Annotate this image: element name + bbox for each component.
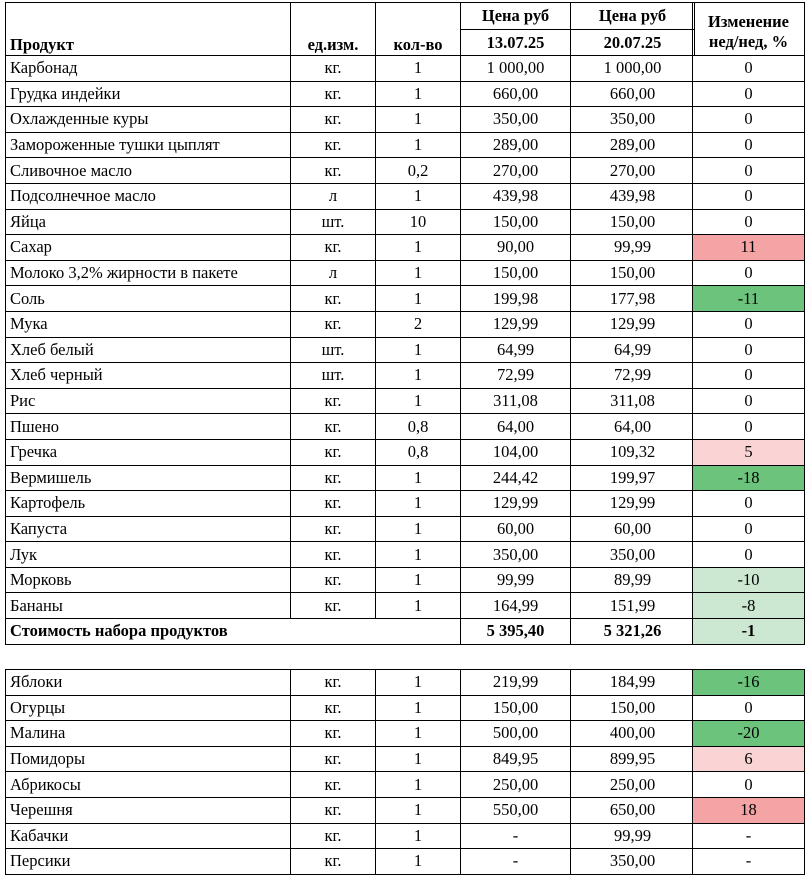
change-cell: 0 — [693, 363, 805, 389]
table-row — [6, 849, 695, 875]
change-row — [693, 542, 805, 568]
table-row — [6, 183, 695, 209]
change-cell: 0 — [693, 107, 805, 133]
change-row — [693, 593, 805, 619]
price-cell-2: 109,32 — [571, 439, 695, 465]
unit-cell: кг. — [291, 107, 376, 133]
price-cell-1: 150,00 — [461, 209, 571, 235]
product-name: Гречка — [6, 439, 291, 465]
total-price-2: 5 321,26 — [571, 619, 695, 645]
change-cell: -8 — [693, 593, 805, 619]
change-row — [693, 337, 805, 363]
price-cell-1: 72,99 — [461, 363, 571, 389]
price-cell-2: 311,08 — [571, 388, 695, 414]
table-row — [6, 414, 695, 440]
product-name: Рис — [6, 388, 291, 414]
product-name: Молоко 3,2% жирности в пакете — [6, 260, 291, 286]
unit-cell: кг. — [291, 670, 376, 696]
price-cell-2: 150,00 — [571, 209, 695, 235]
price-cell-1: 270,00 — [461, 158, 571, 184]
price-cell-1: 219,99 — [461, 670, 571, 696]
unit-cell: кг. — [291, 797, 376, 823]
unit-cell: кг. — [291, 388, 376, 414]
unit-cell: шт. — [291, 209, 376, 235]
unit-cell: кг. — [291, 567, 376, 593]
unit-cell: кг. — [291, 286, 376, 312]
qty-cell: 1 — [376, 107, 461, 133]
product-name: Черешня — [6, 797, 291, 823]
change-cell: 0 — [693, 209, 805, 235]
price-header-2: Цена руб — [571, 3, 695, 30]
qty-cell: 1 — [376, 260, 461, 286]
change-cell: 0 — [693, 260, 805, 286]
product-name: Хлеб черный — [6, 363, 291, 389]
qty-cell: 1 — [376, 721, 461, 747]
product-name: Яйца — [6, 209, 291, 235]
price-cell-2: 89,99 — [571, 567, 695, 593]
change-cell: 0 — [693, 695, 805, 721]
price-cell-1: 60,00 — [461, 516, 571, 542]
qty-cell: 1 — [376, 849, 461, 875]
unit-cell: кг. — [291, 158, 376, 184]
price-cell-1: 350,00 — [461, 542, 571, 568]
unit-cell: кг. — [291, 465, 376, 491]
qty-cell: 0,2 — [376, 158, 461, 184]
price-cell-1: 250,00 — [461, 772, 571, 798]
change-row — [693, 465, 805, 491]
change-row — [693, 567, 805, 593]
change-row — [693, 286, 805, 312]
change-cell: 18 — [693, 797, 805, 823]
qty-cell: 1 — [376, 670, 461, 696]
change-header-line1: Изменение — [708, 12, 789, 31]
price-cell-2: 650,00 — [571, 797, 695, 823]
change-row — [693, 56, 805, 82]
header-date-2: 20.07.25 — [571, 30, 695, 56]
total-price-1: 5 395,40 — [461, 619, 571, 645]
qty-cell: 1 — [376, 337, 461, 363]
price-cell-2: 199,97 — [571, 465, 695, 491]
change-cell: 6 — [693, 746, 805, 772]
qty-cell: 0,8 — [376, 439, 461, 465]
qty-cell: 1 — [376, 772, 461, 798]
price-cell-2: 899,95 — [571, 746, 695, 772]
qty-cell: 10 — [376, 209, 461, 235]
price-cell-1: 150,00 — [461, 695, 571, 721]
price-cell-1: 1 000,00 — [461, 56, 571, 82]
change-row — [693, 695, 805, 721]
price-cell-2: 150,00 — [571, 695, 695, 721]
change-row — [693, 516, 805, 542]
unit-cell: кг. — [291, 542, 376, 568]
change-row — [693, 183, 805, 209]
price-cell-2: 99,99 — [571, 823, 695, 849]
table-row — [6, 491, 695, 517]
qty-cell: 1 — [376, 823, 461, 849]
total-change-cell: -1 — [693, 619, 805, 645]
product-name: Лук — [6, 542, 291, 568]
total-row — [6, 619, 695, 645]
change-cell: 0 — [693, 414, 805, 440]
change-cell: 0 — [693, 158, 805, 184]
price-cell-2: 289,00 — [571, 132, 695, 158]
product-name: Малина — [6, 721, 291, 747]
seasonal-table — [5, 669, 695, 875]
product-name: Помидоры — [6, 746, 291, 772]
price-cell-1: 90,00 — [461, 235, 571, 261]
product-name: Бананы — [6, 593, 291, 619]
qty-cell: 1 — [376, 183, 461, 209]
total-change-row — [693, 619, 805, 645]
qty-cell: 1 — [376, 465, 461, 491]
product-name: Сливочное масло — [6, 158, 291, 184]
unit-cell: кг. — [291, 823, 376, 849]
unit-cell: л — [291, 183, 376, 209]
table-row — [6, 235, 695, 261]
header-date-1: 13.07.25 — [461, 30, 571, 56]
price-cell-2: 350,00 — [571, 849, 695, 875]
qty-cell: 1 — [376, 593, 461, 619]
change-row — [693, 81, 805, 107]
change-row — [693, 107, 805, 133]
header-row-top — [6, 3, 695, 30]
product-name: Сахар — [6, 235, 291, 261]
price-cell-1: 64,00 — [461, 414, 571, 440]
qty-cell: 1 — [376, 746, 461, 772]
table-row — [6, 56, 695, 82]
price-cell-1: 500,00 — [461, 721, 571, 747]
change-cell: -16 — [693, 670, 805, 696]
table-row — [6, 746, 695, 772]
price-cell-2: 177,98 — [571, 286, 695, 312]
change-cell: 0 — [693, 516, 805, 542]
change-row — [693, 235, 805, 261]
unit-cell: л — [291, 260, 376, 286]
product-name: Карбонад — [6, 56, 291, 82]
header-qty: кол-во — [376, 30, 461, 56]
price-cell-2: 439,98 — [571, 183, 695, 209]
product-name: Охлажденные куры — [6, 107, 291, 133]
qty-cell: 1 — [376, 516, 461, 542]
qty-cell: 2 — [376, 311, 461, 337]
unit-cell: кг. — [291, 772, 376, 798]
price-cell-2: 660,00 — [571, 81, 695, 107]
product-name: Огурцы — [6, 695, 291, 721]
change-cell: 5 — [693, 439, 805, 465]
price-cell-1: 350,00 — [461, 107, 571, 133]
change-row — [693, 414, 805, 440]
price-cell-1: 164,99 — [461, 593, 571, 619]
qty-cell: 1 — [376, 695, 461, 721]
unit-cell: кг. — [291, 491, 376, 517]
header-row-bottom — [6, 30, 695, 56]
price-cell-1: 550,00 — [461, 797, 571, 823]
price-cell-2: 129,99 — [571, 491, 695, 517]
product-name: Грудка индейки — [6, 81, 291, 107]
change-row — [693, 491, 805, 517]
price-cell-2: 64,00 — [571, 414, 695, 440]
change-cell: - — [693, 849, 805, 875]
table-row — [6, 695, 695, 721]
price-cell-2: 129,99 — [571, 311, 695, 337]
seasonal-change-table — [692, 669, 805, 875]
change-row — [693, 772, 805, 798]
product-name: Вермишель — [6, 465, 291, 491]
price-cell-2: 400,00 — [571, 721, 695, 747]
table-row — [6, 465, 695, 491]
qty-cell: 1 — [376, 132, 461, 158]
table-row — [6, 823, 695, 849]
qty-cell: 1 — [376, 542, 461, 568]
table-row — [6, 797, 695, 823]
price-cell-2: 1 000,00 — [571, 56, 695, 82]
price-cell-1: 129,99 — [461, 311, 571, 337]
price-cell-1: 849,95 — [461, 746, 571, 772]
header-product: Продукт — [6, 30, 291, 56]
price-cell-1: 660,00 — [461, 81, 571, 107]
unit-cell: кг. — [291, 721, 376, 747]
change-cell: -20 — [693, 721, 805, 747]
change-cell: -11 — [693, 286, 805, 312]
price-cell-1: - — [461, 823, 571, 849]
change-cell: 0 — [693, 132, 805, 158]
product-name: Мука — [6, 311, 291, 337]
change-row — [693, 388, 805, 414]
change-row — [693, 746, 805, 772]
price-cell-2: 184,99 — [571, 670, 695, 696]
table-row — [6, 567, 695, 593]
price-cell-2: 350,00 — [571, 542, 695, 568]
product-name: Замороженные тушки цыплят — [6, 132, 291, 158]
table-row — [6, 132, 695, 158]
change-row — [693, 311, 805, 337]
product-name: Абрикосы — [6, 772, 291, 798]
table-row — [6, 81, 695, 107]
change-cell: -18 — [693, 465, 805, 491]
product-name: Картофель — [6, 491, 291, 517]
qty-cell: 1 — [376, 286, 461, 312]
qty-cell: 1 — [376, 491, 461, 517]
price-cell-2: 99,99 — [571, 235, 695, 261]
change-table — [692, 2, 805, 645]
product-name: Капуста — [6, 516, 291, 542]
price-cell-2: 250,00 — [571, 772, 695, 798]
change-cell: 0 — [693, 56, 805, 82]
product-name: Соль — [6, 286, 291, 312]
table-row — [6, 670, 695, 696]
change-cell: 0 — [693, 183, 805, 209]
change-cell: -10 — [693, 567, 805, 593]
change-cell: 0 — [693, 772, 805, 798]
price-cell-1: 64,99 — [461, 337, 571, 363]
unit-cell: кг. — [291, 311, 376, 337]
table-row — [6, 158, 695, 184]
change-row — [693, 849, 805, 875]
unit-cell: шт. — [291, 363, 376, 389]
table-row — [6, 337, 695, 363]
price-cell-1: 129,99 — [461, 491, 571, 517]
price-table — [5, 2, 695, 645]
table-row — [6, 516, 695, 542]
price-cell-1: - — [461, 849, 571, 875]
unit-cell: кг. — [291, 516, 376, 542]
product-name: Кабачки — [6, 823, 291, 849]
price-cell-1: 104,00 — [461, 439, 571, 465]
unit-cell: кг. — [291, 414, 376, 440]
table-row — [6, 209, 695, 235]
change-cell: 0 — [693, 311, 805, 337]
table-row — [6, 107, 695, 133]
price-cell-2: 60,00 — [571, 516, 695, 542]
total-label: Стоимость набора продуктов — [6, 619, 461, 645]
change-row — [693, 721, 805, 747]
change-cell: 0 — [693, 81, 805, 107]
change-cell: 0 — [693, 388, 805, 414]
table-row — [6, 363, 695, 389]
price-cell-1: 289,00 — [461, 132, 571, 158]
table-row — [6, 311, 695, 337]
price-cell-1: 439,98 — [461, 183, 571, 209]
change-cell: 0 — [693, 337, 805, 363]
unit-cell: кг. — [291, 81, 376, 107]
price-header-1: Цена руб — [461, 3, 571, 30]
table-row — [6, 542, 695, 568]
change-row — [693, 132, 805, 158]
table-row — [6, 721, 695, 747]
table-row — [6, 260, 695, 286]
change-cell: 11 — [693, 235, 805, 261]
price-cell-2: 151,99 — [571, 593, 695, 619]
unit-cell: кг. — [291, 849, 376, 875]
qty-cell: 1 — [376, 363, 461, 389]
price-cell-1: 244,42 — [461, 465, 571, 491]
qty-cell: 1 — [376, 567, 461, 593]
change-row — [693, 209, 805, 235]
change-row — [693, 439, 805, 465]
price-cell-2: 64,99 — [571, 337, 695, 363]
change-header-line2: нед/нед, % — [708, 32, 789, 51]
header-unit: ед.изм. — [291, 30, 376, 56]
change-cell: - — [693, 823, 805, 849]
price-cell-1: 99,99 — [461, 567, 571, 593]
qty-cell: 1 — [376, 81, 461, 107]
change-row — [693, 363, 805, 389]
product-name: Пшено — [6, 414, 291, 440]
product-name: Персики — [6, 849, 291, 875]
product-name: Подсолнечное масло — [6, 183, 291, 209]
change-header — [693, 3, 805, 56]
table-row — [6, 388, 695, 414]
table-row — [6, 772, 695, 798]
qty-cell: 1 — [376, 235, 461, 261]
change-cell: 0 — [693, 491, 805, 517]
change-row — [693, 260, 805, 286]
qty-cell: 1 — [376, 388, 461, 414]
unit-cell: кг. — [291, 746, 376, 772]
product-name: Хлеб белый — [6, 337, 291, 363]
price-cell-2: 150,00 — [571, 260, 695, 286]
change-cell: 0 — [693, 542, 805, 568]
unit-cell: шт. — [291, 337, 376, 363]
price-cell-1: 199,98 — [461, 286, 571, 312]
unit-cell: кг. — [291, 132, 376, 158]
product-name: Яблоки — [6, 670, 291, 696]
qty-cell: 1 — [376, 56, 461, 82]
table-row — [6, 286, 695, 312]
change-row — [693, 797, 805, 823]
qty-cell: 0,8 — [376, 414, 461, 440]
change-row — [693, 670, 805, 696]
table-row — [6, 439, 695, 465]
price-cell-1: 311,08 — [461, 388, 571, 414]
unit-cell: кг. — [291, 439, 376, 465]
unit-cell: кг. — [291, 235, 376, 261]
unit-cell: кг. — [291, 695, 376, 721]
table-row — [6, 593, 695, 619]
unit-cell: кг. — [291, 56, 376, 82]
price-cell-2: 72,99 — [571, 363, 695, 389]
qty-cell: 1 — [376, 797, 461, 823]
price-cell-1: 150,00 — [461, 260, 571, 286]
unit-cell: кг. — [291, 593, 376, 619]
change-row — [693, 823, 805, 849]
product-name: Морковь — [6, 567, 291, 593]
price-cell-2: 270,00 — [571, 158, 695, 184]
change-row — [693, 158, 805, 184]
price-cell-2: 350,00 — [571, 107, 695, 133]
